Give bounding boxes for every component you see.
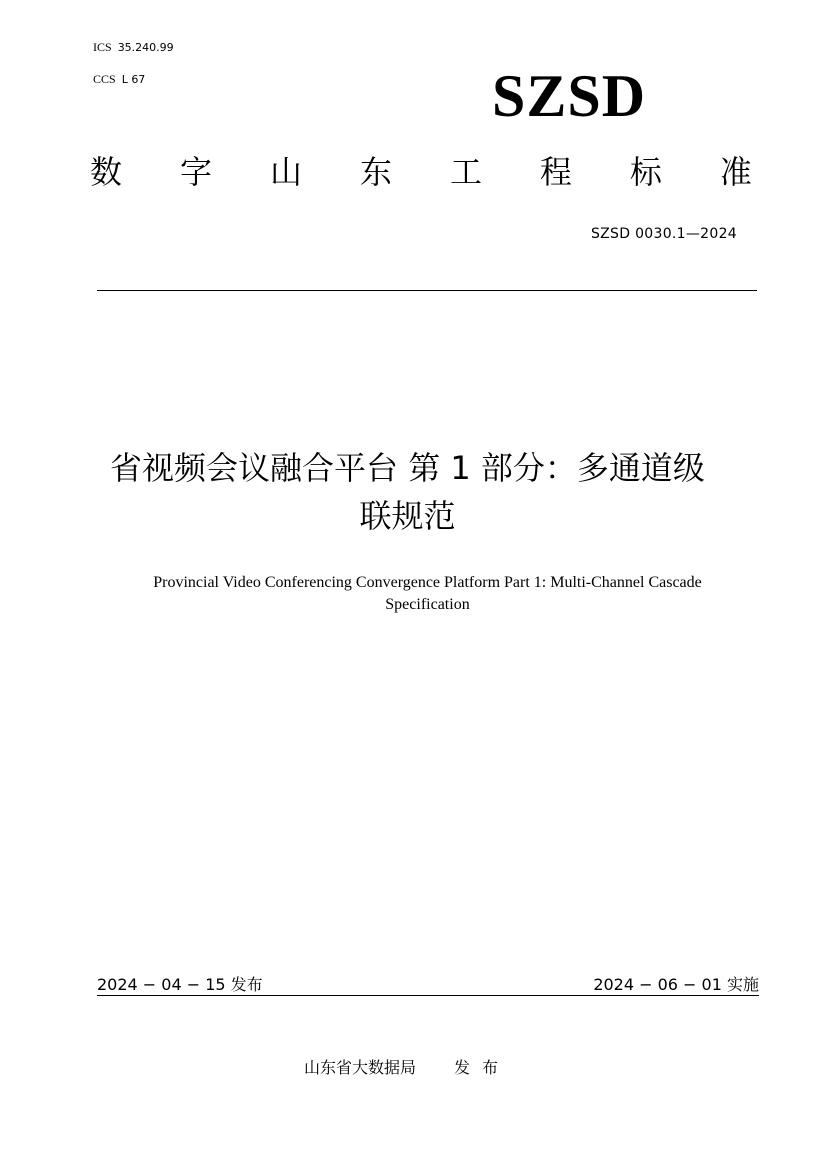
standard-type-heading bbox=[90, 153, 752, 191]
issuer-name: 山东省大数据局 bbox=[304, 1058, 417, 1077]
ics-classification bbox=[93, 40, 174, 55]
standard-logo: SZSD bbox=[492, 63, 647, 129]
standard-type-char: 东 bbox=[359, 153, 392, 191]
standard-type-char: 准 bbox=[719, 153, 752, 191]
standard-type-char: 程 bbox=[539, 153, 572, 191]
issuer bbox=[304, 1055, 510, 1078]
ccs-label: CCS bbox=[93, 72, 116, 86]
ics-label: ICS bbox=[93, 40, 112, 54]
ccs-code: L 67 bbox=[121, 73, 146, 86]
implementation-date: 2024 − 06 − 01 实施 bbox=[593, 975, 759, 994]
header-divider bbox=[97, 290, 757, 291]
standard-type-char: 数 bbox=[90, 153, 123, 191]
standard-type-char: 工 bbox=[449, 153, 482, 191]
title-english-line: Provincial Video Conferencing Convergence Platform Part 1: Multi-Channel Cascade bbox=[153, 574, 702, 591]
footer-divider bbox=[97, 995, 759, 996]
standard-type-char: 标 bbox=[629, 153, 662, 191]
ics-code: 35.240.99 bbox=[117, 41, 174, 54]
standard-type-char: 山 bbox=[269, 153, 302, 191]
title-english bbox=[80, 572, 775, 616]
ccs-classification bbox=[93, 72, 145, 87]
title-english-line: Specification bbox=[385, 596, 470, 613]
title-chinese bbox=[80, 444, 735, 540]
standard-code: SZSD 0030.1—2024 bbox=[590, 226, 737, 242]
issuer-verb: 发布 bbox=[454, 1058, 511, 1077]
issue-date: 2024 − 04 − 15 发布 bbox=[97, 975, 263, 994]
title-chinese-line: 省视频会议融合平台 第 1 部分：多通道级 bbox=[110, 449, 705, 487]
standard-type-char: 字 bbox=[179, 153, 212, 191]
title-chinese-line: 联规范 bbox=[359, 497, 456, 535]
